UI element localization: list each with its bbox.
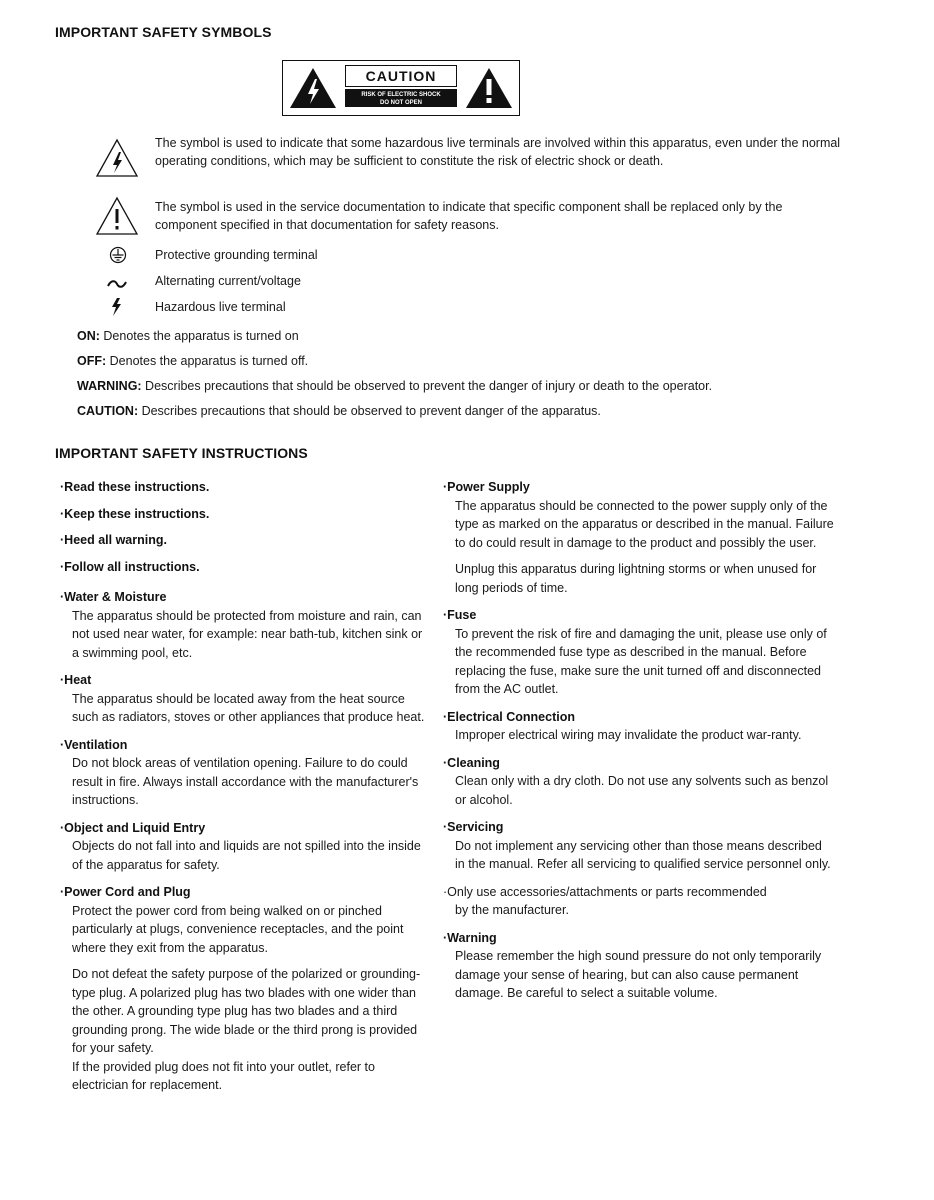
definition-off: OFF: Denotes the apparatus is turned off. — [77, 354, 309, 368]
section-paragraph: Unplug this apparatus during lightning storms or when unused for long periods of time. — [455, 562, 817, 595]
section-paragraph: Improper electrical wiring may invalidate the product war-ranty. — [455, 728, 802, 742]
section-paragraph: by the manufacturer. — [455, 903, 569, 917]
section-heading-symbols: IMPORTANT SAFETY SYMBOLS — [55, 24, 272, 40]
section-paragraph: The apparatus should be protected from moisture and rain, can not used near water, for example: near bath-tub, kitchen sink or a swimming pool, etc. — [72, 608, 423, 660]
section-water-moisture — [60, 588, 430, 662]
section-cleaning — [443, 754, 835, 810]
exclamation-triangle-icon — [95, 196, 139, 241]
ac-tilde-icon — [107, 276, 127, 294]
section-paragraph: To prevent the risk of fire and damaging the unit, please use only of the recommended fuse type as described in the manual. Before replacing the fuse, make sure the unit turned off and disconnected from the AC outlet. — [455, 626, 827, 696]
section-fuse — [443, 606, 835, 699]
lightning-triangle-icon — [95, 138, 139, 183]
symbol-description: The symbol is used to indicate that some hazardous live terminals are involved within this apparatus, even under the normal operating conditions, which may be sufficient to constitute the risk of electric shock or death. — [155, 136, 841, 168]
symbol-description: Protective grounding terminal — [155, 248, 318, 262]
section-paragraph: Clean only with a dry cloth. Do not use any solvents such as benzol or alcohol. — [455, 774, 829, 807]
caution-title: CAUTION — [345, 65, 457, 87]
section-object-liquid — [60, 819, 430, 875]
section-paragraph: Do not block areas of ventilation opening. Failure to do could result in fire. Always install accordance with the manufacturer's instructions. — [72, 756, 419, 807]
section-paragraph: Do not defeat the safety purpose of the polarized or grounding-type plug. A polarized plug has two blades with one wider than the other. A grounding type plug has two blades and a third grounding prong. The wide blade or the third prong is provided for your safety. — [72, 967, 421, 1055]
lightning-triangle-icon — [289, 67, 337, 114]
symbol-description: Alternating current/voltage — [155, 274, 301, 288]
section-title: ·Heat — [60, 673, 92, 687]
section-title: ·Warning — [443, 930, 497, 945]
section-heading-instructions: IMPORTANT SAFETY INSTRUCTIONS — [55, 445, 308, 461]
caution-line-1: RISK OF ELECTRIC SHOCK — [361, 92, 441, 98]
instruction-item: ·Heed all warning. — [60, 533, 167, 547]
symbol-description: The symbol is used in the service documentation to indicate that specific component shall be replaced only by the component specified in that documentation for safety reasons. — [155, 200, 783, 232]
section-electrical-connection — [443, 708, 835, 745]
exclamation-triangle-icon — [465, 67, 513, 114]
section-power-cord — [60, 883, 430, 1095]
ground-icon — [109, 246, 127, 269]
instruction-item: ·Follow all instructions. — [60, 559, 200, 574]
section-title: ·Power Cord and Plug — [60, 885, 191, 899]
section-title: ·Electrical Connection — [443, 709, 575, 724]
section-heat — [60, 671, 430, 727]
section-paragraph: The apparatus should be connected to the power supply only of the type as marked on the apparatus or described in the manual. Failure to do could result in damage to the product and possibly the user. — [455, 498, 834, 550]
instruction-item: ·Read these instructions. — [60, 480, 210, 494]
section-power-supply — [443, 478, 835, 597]
section-paragraph: Protect the power cord from being walked on or pinched particularly at plugs, convenience receptacles, and the point where they exit from the apparatus. — [72, 903, 404, 955]
section-accessories — [443, 883, 835, 920]
section-title: ·Servicing — [443, 820, 504, 834]
symbol-description: Hazardous live terminal — [155, 300, 286, 314]
section-title: ·Object and Liquid Entry — [60, 820, 206, 835]
definition-caution: CAUTION: Describes precautions that should be observed to prevent danger of the apparatus. — [77, 404, 601, 418]
section-lead: ·Only use accessories/attachments or parts recommended — [443, 884, 767, 899]
section-title: ·Power Supply — [443, 480, 530, 494]
caution-line-2: DO NOT OPEN — [379, 100, 422, 106]
caution-subtext — [345, 89, 457, 107]
section-title: ·Fuse — [443, 608, 477, 622]
section-title: ·Water & Moisture — [60, 590, 167, 604]
definition-warning: WARNING: Describes precautions that should be observed to prevent the danger of injury or death to the operator. — [77, 379, 713, 393]
instructions-left-column — [60, 478, 430, 1104]
section-paragraph: The apparatus should be located away from the heat source such as radiators, stoves or other appliances that produce heat. — [72, 691, 425, 724]
instructions-right-column — [443, 478, 835, 1012]
section-paragraph: If the provided plug does not fit into your outlet, refer to electrician for replacement. — [72, 1059, 375, 1092]
section-title: ·Ventilation — [60, 737, 128, 752]
section-ventilation — [60, 736, 430, 810]
section-paragraph: Do not implement any servicing other than those means described in the manual. Refer all servicing to qualified service personnel only. — [455, 838, 831, 871]
section-title: ·Cleaning — [443, 755, 500, 770]
definition-on: ON: Denotes the apparatus is turned on — [77, 329, 299, 343]
instruction-item: ·Keep these instructions. — [60, 506, 210, 521]
section-warning — [443, 929, 835, 1003]
caution-label — [282, 60, 520, 116]
lightning-bolt-icon — [110, 298, 122, 321]
section-paragraph: Objects do not fall into and liquids are not spilled into the inside of the apparatus for safety. — [72, 839, 421, 872]
section-paragraph: Please remember the high sound pressure do not only temporarily damage your sense of hearing, but can also cause permanent damage. Be careful to select a suitable volume. — [455, 949, 822, 1000]
section-servicing — [443, 818, 835, 874]
